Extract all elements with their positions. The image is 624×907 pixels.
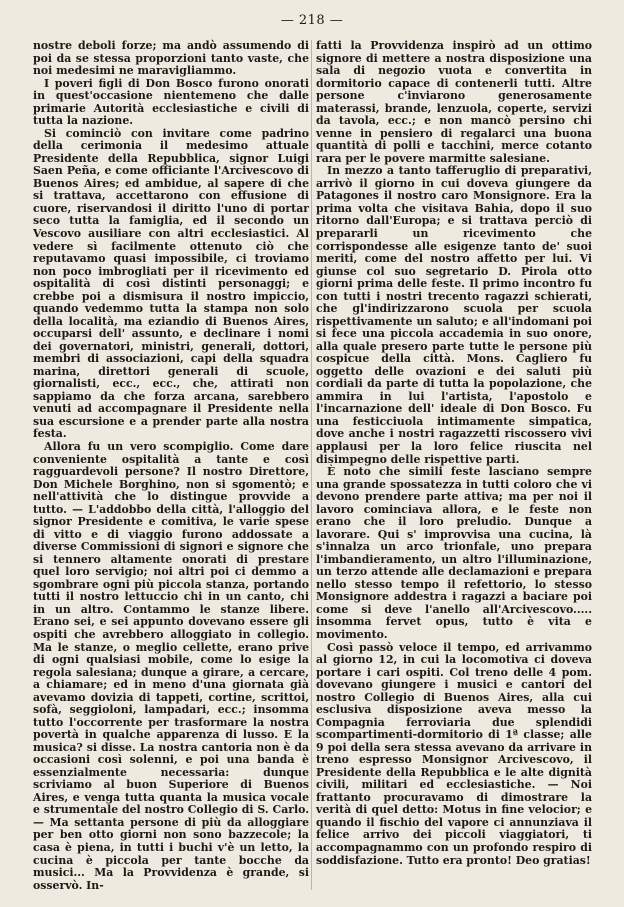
paragraph: Allora fu un vero scompiglio. Come dare conveniente ospitalità a tante e così ragguardevoli persone? Il nostro Direttore, Don Michele Borghino, non si sgomentò; e nell'attività che lo distingue provvide a tutto. — L'addobbo della città, l'alloggio del signor Presidente e comitiva, le varie spese di vitto e di viaggio furono addossate a diverse Commissioni di signori e signore che si tennero altamente onorati di prestare quel loro servigio; noi altri poi ci demmo a sgombrare ogni più piccola stanza, portando tutti il nostro lettuccio chi in un canto, chi in un altro. Contammo le stanze libere. Erano sei, e sei appunto dovevano essere gli ospiti che avrebbero alloggiato in collegio. Ma le stanze, o meglio cellette, erano prive di ogni qualsiasi mobile, come lo esige la regola salesiana; dunque a girare, a cercare, a chiamare; ed in meno d'una giornata già avevamo dovizia di tappeti, cortine, scrittoi, sofà, seggioloni, lampadari, ecc.; insomma tutto l'occorrente per trasformare la nostra povertà in qualche apparenza di lusso. E la musica? si disse. La nostra cantoria non è da occasioni così solenni, e poi una banda è essenzialmente necessaria: dunque scriviamo al buon Superiore di Buenos Aires, e venga tutta quanta la musica vocale e strumentale del nostro Collegio di S. Carlo. — Ma settanta persone di più da alloggiare per ben otto giorni non sono bazzecole; la casa è piena, in tutti i buchi v'è un letto, la cucina è piccola per tante bocche da musici... Ma la Provvidenza è grande, si osservò. In- [33,440,309,892]
paragraph: Si cominciò con invitare come padrino della cerimonia il medesimo attuale Presidente della Repubblica, signor Luigi Saen Peña, e come officiante l'Arcivescovo di Buenos Aires; ed ambidue, al sapere di che si trattava, accettarono con effusione di cuore, riservandosi il diritto l'uno di portar seco tutta la famiglia, ed il secondo un Vescovo ausiliare con altri ecclesiastici. Al vedere sì facilmente ottenuto ciò che reputavamo quasi impossibile, ci troviamo non poco imbrogliati per il ricevimento ed ospitalità di così distinti personaggi; e crebbe poi a dismisura il nostro impiccio, quando vedemmo tutta la stampa non solo della località, ma eziandio di Buenos Aires, occuparsi dell' assunto, e declinare i nomi dei governatori, ministri, generali, dottori, membri di associazioni, capi della squadra marina, direttori generali di scuole, giornalisti, ecc., ecc., che, attirati non sappiamo da che forza arcana, sarebbero venuti ad accompagnare il Presidente nella sua escursione e a prender parte alla nostra festa. [33,126,309,441]
paragraph: fatti la Provvidenza inspirò ad un ottimo signore di mettere a nostra disposizione una sala di negozio vuota e convertita in dormitorio capace di contenerli tutti. Altre persone c'inviarono generosamente materassi, brande, lenzuola, coperte, servizi da tavola, ecc.; e non mancò persino chi venne in pensiero di regalarci una buona quantità di polli e tacchini, merce cotanto rara per le povere marmitte salesiane. [316,39,592,165]
paragraph: nostre deboli forze; ma andò assumendo di poi da se stessa proporzioni tanto vaste, che noi medesimi ne maravigliammo. [33,39,309,78]
page-number: — 218 — [280,13,344,28]
paragraph: In mezzo a tanto tafferuglio di preparativi, arrivò il giorno in cui doveva giungere da Patagones il nostro caro Monsignore. Era la prima volta che visitava Bahia, dopo il suo ritorno dall'Europa; e si trattava perciò di prepararli un ricevimento che corrispondesse alle esigenze tanto de' suoi meriti, come del nostro affetto per lui. Vi giunse col suo segretario D. Pirola otto giorni prima delle feste. Il primo incontro fu con tutti i nostri trecento ragazzi schierati, che gl'indirizzarono scuola per scuola rispettivamente un saluto; e all'indomani poi si fece una piccola accademia in suo onore, alla quale presero parte tutte le persone più cospicue della città. Mons. Cagliero fu oggetto delle ovazioni e dei saluti più cordiali da parte di tutta la popolazione, che ammira in lui l'artista, l'apostolo e l'incarnazione dell' ideale di Don Bosco. Fu una festicciuola intimamente simpatica, dove anche i nostri ragazzetti riscossero vivi applausi per la loro felice riuscita nel disimpegno delle rispettive parti. [316,164,592,466]
paragraph: È noto che simili feste lasciano sempre una grande spossatezza in tutti coloro che vi devono prendere parte attiva; ma per noi il lavoro cominciava allora, e le feste non erano che il loro preludio. Dunque a lavorare. Qui s' improvvisa una cucina, là s'innalza un arco trionfale, uno prepara l'imbandieramento, un altro l'illuminazione, un terzo attende alle declamazioni e prepara nello stesso tempo il refettorio, lo stesso Monsignore addestra i ragazzi a baciare poi come si deve l'anello all'Arcivescovo..... insomma fervet opus, tutto è vita e movimento. [316,465,592,641]
paragraph: I poveri figli di Don Bosco furono onorati in quest'occasione nientemeno che dalle primarie Autorità ecclesiastiche e civili di tutta la nazione. [33,76,309,128]
column-divider [311,40,312,890]
right-column [316,40,592,867]
paragraph: Così passò veloce il tempo, ed arrivammo al giorno 12, in cui la locomotiva ci doveva portare i cari ospiti. Col treno delle 4 pom. dovevano giungere i musici e cantori del nostro Collegio di Buenos Aires, alla cui esclusiva disposizione aveva messo la Compagnia ferroviaria due splendidi scompartimenti-dormitorio di 1ª classe; alle 9 poi della sera stessa avevano da arrivare in treno espresso Monsignor Arcivescovo, il Presidente della Repubblica e le alte dignità civili, militari ed ecclesiastiche. — Noi frattanto procuravamo di dimostrare la verità di quel detto: Motus in fine velocior; e quando il fischio del vapore ci annunziava il felice arrivo dei piccoli viaggiatori, ti accompagnammo con un profondo respiro di soddisfazione. Tutto era pronto! Deo gratias! [316,640,592,867]
left-column [33,40,309,892]
